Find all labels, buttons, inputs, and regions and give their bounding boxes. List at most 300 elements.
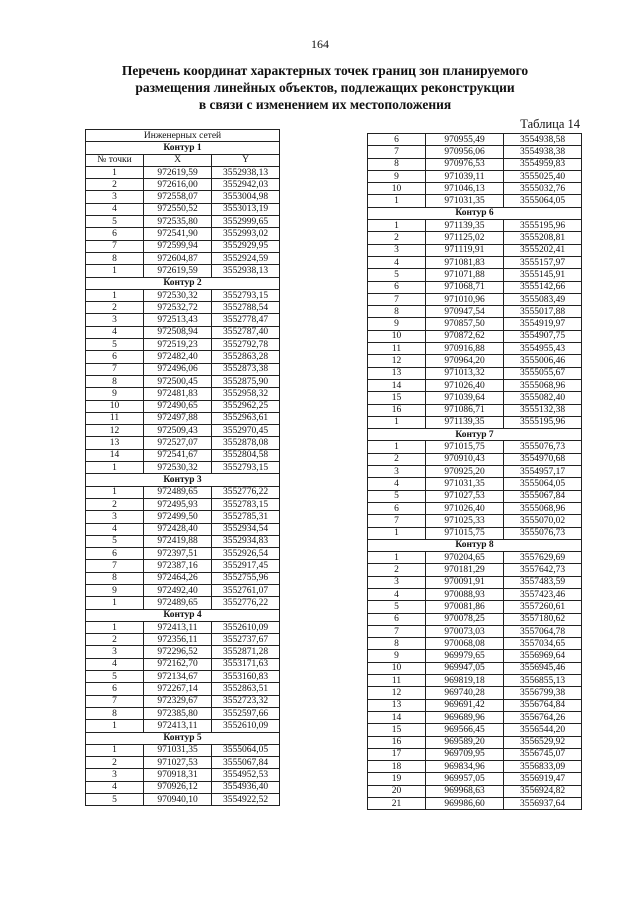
y-coordinate-cell: 3552783,15 xyxy=(212,498,280,510)
x-coordinate-cell: 971119,91 xyxy=(426,244,504,256)
point-number-cell: 1 xyxy=(86,720,144,732)
x-coordinate-cell: 970976,53 xyxy=(426,158,504,170)
y-coordinate-cell: 3552999,65 xyxy=(212,216,280,228)
point-number-cell: 1 xyxy=(86,166,144,178)
x-coordinate-cell: 971026,40 xyxy=(426,379,504,391)
table-row xyxy=(368,675,582,687)
y-coordinate-cell: 3552924,59 xyxy=(212,252,280,264)
y-coordinate-cell: 3557180,62 xyxy=(504,613,582,625)
x-coordinate-cell: 970925,20 xyxy=(426,466,504,478)
table-row xyxy=(368,638,582,650)
y-coordinate-cell: 3552993,02 xyxy=(212,228,280,240)
y-coordinate-cell: 3554919,97 xyxy=(504,318,582,330)
y-coordinate-cell: 3552942,03 xyxy=(212,179,280,191)
table-row xyxy=(86,486,280,498)
point-number-cell: 7 xyxy=(86,240,144,252)
y-coordinate-cell: 3554970,68 xyxy=(504,453,582,465)
y-coordinate-cell: 3552776,22 xyxy=(212,597,280,609)
x-coordinate-cell: 972541,90 xyxy=(144,228,212,240)
y-coordinate-cell: 3552878,08 xyxy=(212,437,280,449)
y-coordinate-cell: 3555025,40 xyxy=(504,170,582,182)
x-coordinate-cell: 970181,29 xyxy=(426,564,504,576)
x-coordinate-cell: 972356,11 xyxy=(144,634,212,646)
table-row xyxy=(368,466,582,478)
point-number-cell: 3 xyxy=(86,769,144,781)
x-coordinate-cell: 972387,16 xyxy=(144,560,212,572)
point-number-cell: 7 xyxy=(86,560,144,572)
table-row xyxy=(368,232,582,244)
table-row xyxy=(86,462,280,474)
y-coordinate-cell: 3557034,65 xyxy=(504,638,582,650)
x-coordinate-cell: 972490,65 xyxy=(144,400,212,412)
point-number-cell: 7 xyxy=(368,293,426,305)
y-coordinate-cell: 3554959,83 xyxy=(504,158,582,170)
point-number-cell: 3 xyxy=(86,191,144,203)
table-row xyxy=(86,523,280,535)
table-row xyxy=(368,293,582,305)
table-row xyxy=(368,711,582,723)
y-coordinate-cell: 3552875,90 xyxy=(212,375,280,387)
table-row xyxy=(368,662,582,674)
point-number-cell: 9 xyxy=(86,388,144,400)
title-line-1: Перечень координат характерных точек границ зон планируемого xyxy=(121,63,529,78)
point-number-cell: 12 xyxy=(86,425,144,437)
point-number-cell: 14 xyxy=(368,379,426,391)
table-row xyxy=(368,379,582,391)
table-row xyxy=(86,658,280,670)
table-row xyxy=(86,449,280,461)
x-coordinate-cell: 969740,28 xyxy=(426,687,504,699)
point-number-cell: 4 xyxy=(368,588,426,600)
y-coordinate-cell: 3552792,78 xyxy=(212,339,280,351)
x-coordinate-cell: 971010,96 xyxy=(426,293,504,305)
table-row xyxy=(86,572,280,584)
x-coordinate-cell: 969589,20 xyxy=(426,736,504,748)
point-number-cell: 4 xyxy=(86,658,144,670)
table-row xyxy=(86,326,280,338)
x-coordinate-cell: 972489,65 xyxy=(144,486,212,498)
y-coordinate-cell: 3552962,25 xyxy=(212,400,280,412)
x-coordinate-cell: 972492,40 xyxy=(144,584,212,596)
table-row xyxy=(86,621,280,633)
x-coordinate-cell: 969566,45 xyxy=(426,724,504,736)
y-coordinate-cell: 3556969,64 xyxy=(504,650,582,662)
x-coordinate-cell: 972495,93 xyxy=(144,498,212,510)
table-row xyxy=(368,183,582,195)
table-row xyxy=(86,425,280,437)
table-row xyxy=(368,478,582,490)
table-row xyxy=(368,687,582,699)
y-coordinate-cell: 3553013,19 xyxy=(212,203,280,215)
table-row xyxy=(86,437,280,449)
y-coordinate-cell: 3554922,52 xyxy=(212,794,280,806)
y-coordinate-cell: 3552761,07 xyxy=(212,584,280,596)
table-row xyxy=(86,203,280,215)
y-coordinate-cell: 3555067,84 xyxy=(212,757,280,769)
table-row xyxy=(86,388,280,400)
table-row xyxy=(86,339,280,351)
table-row xyxy=(368,502,582,514)
x-coordinate-cell: 971015,75 xyxy=(426,527,504,539)
point-number-cell: 1 xyxy=(368,527,426,539)
y-coordinate-cell: 3555064,05 xyxy=(504,195,582,207)
table-row xyxy=(86,498,280,510)
x-coordinate-cell: 971071,88 xyxy=(426,269,504,281)
y-coordinate-cell: 3555076,73 xyxy=(504,527,582,539)
point-number-cell: 2 xyxy=(368,564,426,576)
point-number-cell: 15 xyxy=(368,392,426,404)
y-coordinate-cell: 3553171,63 xyxy=(212,658,280,670)
point-number-cell: 9 xyxy=(368,650,426,662)
contour-title: Контур 1 xyxy=(86,142,280,154)
point-number-cell: 12 xyxy=(368,687,426,699)
x-coordinate-cell: 972604,87 xyxy=(144,252,212,264)
table-row xyxy=(368,343,582,355)
column-header-row xyxy=(86,154,280,166)
point-number-cell: 7 xyxy=(368,515,426,527)
point-number-cell: 10 xyxy=(368,330,426,342)
point-number-cell: 4 xyxy=(368,256,426,268)
y-coordinate-cell: 3556924,82 xyxy=(504,785,582,797)
table-row xyxy=(86,191,280,203)
x-coordinate-cell: 971025,33 xyxy=(426,515,504,527)
x-coordinate-cell: 970964,20 xyxy=(426,355,504,367)
page-number: 164 xyxy=(311,37,329,51)
contour-title: Контур 8 xyxy=(368,539,582,551)
table-row xyxy=(86,548,280,560)
point-number-cell: 8 xyxy=(368,306,426,318)
y-coordinate-cell: 3555195,96 xyxy=(504,220,582,232)
x-coordinate-cell: 970204,65 xyxy=(426,552,504,564)
y-coordinate-cell: 3552970,45 xyxy=(212,425,280,437)
x-coordinate-cell: 971139,35 xyxy=(426,220,504,232)
x-coordinate-cell: 971125,02 xyxy=(426,232,504,244)
table-row xyxy=(368,625,582,637)
y-coordinate-cell: 3552871,28 xyxy=(212,646,280,658)
x-coordinate-cell: 972482,40 xyxy=(144,351,212,363)
table-row xyxy=(368,490,582,502)
point-number-cell: 7 xyxy=(368,625,426,637)
x-coordinate-cell: 970910,43 xyxy=(426,453,504,465)
x-coordinate-cell: 969957,05 xyxy=(426,773,504,785)
table-row xyxy=(86,289,280,301)
x-coordinate-cell: 972499,50 xyxy=(144,511,212,523)
y-coordinate-cell: 3557260,61 xyxy=(504,601,582,613)
table-row xyxy=(86,216,280,228)
y-coordinate-cell: 3552938,13 xyxy=(212,265,280,277)
y-coordinate-cell: 3555083,49 xyxy=(504,293,582,305)
point-number-cell: 1 xyxy=(368,195,426,207)
x-coordinate-cell: 970926,12 xyxy=(144,781,212,793)
y-coordinate-cell: 3555145,91 xyxy=(504,269,582,281)
y-coordinate-cell: 3557642,73 xyxy=(504,564,582,576)
x-coordinate-cell: 969689,96 xyxy=(426,711,504,723)
x-coordinate-cell: 972481,83 xyxy=(144,388,212,400)
coordinates-table-left xyxy=(85,129,280,806)
point-number-cell: 2 xyxy=(86,498,144,510)
y-coordinate-cell: 3555032,76 xyxy=(504,183,582,195)
y-coordinate-cell: 3555142,66 xyxy=(504,281,582,293)
table-row xyxy=(86,535,280,547)
y-coordinate-cell: 3555132,38 xyxy=(504,404,582,416)
y-coordinate-cell: 3552723,32 xyxy=(212,695,280,707)
y-coordinate-cell: 3556945,46 xyxy=(504,662,582,674)
table-row xyxy=(368,564,582,576)
table-row xyxy=(368,318,582,330)
contour-title: Контур 4 xyxy=(86,609,280,621)
point-number-cell: 21 xyxy=(368,798,426,810)
point-number-cell: 6 xyxy=(86,351,144,363)
y-coordinate-cell: 3552778,47 xyxy=(212,314,280,326)
y-coordinate-cell: 3555006,46 xyxy=(504,355,582,367)
point-number-cell: 8 xyxy=(86,707,144,719)
y-coordinate-cell: 3552787,40 xyxy=(212,326,280,338)
y-coordinate-cell: 3557423,46 xyxy=(504,588,582,600)
x-coordinate-cell: 969947,05 xyxy=(426,662,504,674)
point-number-cell: 4 xyxy=(86,781,144,793)
point-number-cell: 4 xyxy=(86,523,144,535)
point-number-cell: 11 xyxy=(86,412,144,424)
point-number-cell: 6 xyxy=(86,683,144,695)
x-coordinate-cell: 971026,40 xyxy=(426,502,504,514)
table-row xyxy=(86,314,280,326)
point-number-cell: 14 xyxy=(368,711,426,723)
y-coordinate-cell: 3554938,38 xyxy=(504,146,582,158)
y-coordinate-cell: 3552863,28 xyxy=(212,351,280,363)
point-number-cell: 2 xyxy=(86,757,144,769)
point-number-cell: 11 xyxy=(368,343,426,355)
y-coordinate-cell: 3556833,09 xyxy=(504,761,582,773)
y-coordinate-cell: 3554907,75 xyxy=(504,330,582,342)
table-row xyxy=(368,453,582,465)
table-row xyxy=(86,363,280,375)
y-coordinate-cell: 3555067,84 xyxy=(504,490,582,502)
contour-header xyxy=(86,474,280,486)
y-coordinate-cell: 3555076,73 xyxy=(504,441,582,453)
x-coordinate-cell: 972519,23 xyxy=(144,339,212,351)
y-coordinate-cell: 3555068,96 xyxy=(504,502,582,514)
y-coordinate-cell: 3552755,96 xyxy=(212,572,280,584)
x-coordinate-cell: 970916,88 xyxy=(426,343,504,355)
x-coordinate-cell: 969834,96 xyxy=(426,761,504,773)
table-row xyxy=(368,195,582,207)
y-coordinate-cell: 3552804,58 xyxy=(212,449,280,461)
table-row xyxy=(86,166,280,178)
point-number-cell: 2 xyxy=(86,634,144,646)
table-row xyxy=(368,724,582,736)
contour-header xyxy=(86,142,280,154)
y-coordinate-cell: 3555195,96 xyxy=(504,416,582,428)
x-coordinate-cell: 972419,88 xyxy=(144,535,212,547)
x-coordinate-cell: 970947,54 xyxy=(426,306,504,318)
point-number-cell: 1 xyxy=(86,289,144,301)
point-number-cell: 3 xyxy=(368,244,426,256)
contour-title: Контур 5 xyxy=(86,732,280,744)
point-number-cell: 3 xyxy=(86,511,144,523)
x-coordinate-cell: 972385,80 xyxy=(144,707,212,719)
y-coordinate-cell: 3556764,26 xyxy=(504,711,582,723)
y-coordinate-cell: 3553004,98 xyxy=(212,191,280,203)
table-row xyxy=(368,761,582,773)
point-number-cell: 16 xyxy=(368,736,426,748)
table-row xyxy=(368,392,582,404)
table-row xyxy=(368,146,582,158)
x-coordinate-cell: 970872,62 xyxy=(426,330,504,342)
point-number-cell: 5 xyxy=(86,216,144,228)
x-coordinate-cell: 972550,52 xyxy=(144,203,212,215)
x-coordinate-cell: 970955,49 xyxy=(426,134,504,146)
y-coordinate-cell: 3556919,47 xyxy=(504,773,582,785)
x-coordinate-cell: 970078,25 xyxy=(426,613,504,625)
coordinates-table-right xyxy=(367,133,582,810)
x-coordinate-cell: 972535,80 xyxy=(144,216,212,228)
table-row xyxy=(86,597,280,609)
table-row xyxy=(368,798,582,810)
point-number-cell: 10 xyxy=(86,400,144,412)
y-coordinate-cell: 3555055,67 xyxy=(504,367,582,379)
point-number-cell: 2 xyxy=(86,179,144,191)
x-coordinate-cell: 970918,31 xyxy=(144,769,212,781)
point-number-cell: 8 xyxy=(86,252,144,264)
point-number-cell: 7 xyxy=(86,695,144,707)
table-row xyxy=(368,613,582,625)
x-coordinate-cell: 969691,42 xyxy=(426,699,504,711)
table-row xyxy=(368,527,582,539)
table-row xyxy=(368,736,582,748)
x-coordinate-cell: 972428,40 xyxy=(144,523,212,535)
table-row xyxy=(86,351,280,363)
table-row xyxy=(86,707,280,719)
point-number-cell: 5 xyxy=(368,490,426,502)
table-row xyxy=(368,306,582,318)
point-number-cell: 6 xyxy=(86,228,144,240)
x-coordinate-cell: 969819,18 xyxy=(426,675,504,687)
table-row xyxy=(86,584,280,596)
y-coordinate-cell: 3552597,66 xyxy=(212,707,280,719)
table-caption: Таблица 14 xyxy=(520,117,580,131)
point-number-cell: 8 xyxy=(86,572,144,584)
point-number-cell: 1 xyxy=(368,416,426,428)
point-number-cell: 7 xyxy=(86,363,144,375)
x-coordinate-cell: 970068,08 xyxy=(426,638,504,650)
table-row xyxy=(368,601,582,613)
y-coordinate-cell: 3552788,54 xyxy=(212,302,280,314)
column-header-x: X xyxy=(144,154,212,166)
table-row xyxy=(368,441,582,453)
x-coordinate-cell: 969986,60 xyxy=(426,798,504,810)
y-coordinate-cell: 3555202,41 xyxy=(504,244,582,256)
point-number-cell: 5 xyxy=(368,601,426,613)
y-coordinate-cell: 3552863,51 xyxy=(212,683,280,695)
point-number-cell: 1 xyxy=(86,265,144,277)
y-coordinate-cell: 3556764,84 xyxy=(504,699,582,711)
point-number-cell: 1 xyxy=(86,462,144,474)
x-coordinate-cell: 972513,43 xyxy=(144,314,212,326)
title-line-2: размещения линейных объектов, подлежащих реконструкции xyxy=(135,80,515,95)
table-row xyxy=(368,158,582,170)
point-number-cell: 1 xyxy=(368,441,426,453)
x-coordinate-cell: 972619,59 xyxy=(144,166,212,178)
table-row xyxy=(86,781,280,793)
y-coordinate-cell: 3557483,59 xyxy=(504,576,582,588)
table-row xyxy=(368,650,582,662)
point-number-cell: 6 xyxy=(86,548,144,560)
table-row xyxy=(86,634,280,646)
point-number-cell: 1 xyxy=(86,621,144,633)
point-number-cell: 3 xyxy=(368,466,426,478)
point-number-cell: 2 xyxy=(368,453,426,465)
contour-header xyxy=(86,732,280,744)
table-row xyxy=(86,228,280,240)
table-row xyxy=(86,375,280,387)
x-coordinate-cell: 972509,43 xyxy=(144,425,212,437)
y-coordinate-cell: 3555208,81 xyxy=(504,232,582,244)
table-row xyxy=(86,511,280,523)
x-coordinate-cell: 971027,53 xyxy=(426,490,504,502)
x-coordinate-cell: 972599,94 xyxy=(144,240,212,252)
x-coordinate-cell: 972527,07 xyxy=(144,437,212,449)
point-number-cell: 7 xyxy=(368,146,426,158)
title-line-3: в связи с изменением их местоположения xyxy=(198,97,452,112)
point-number-cell: 4 xyxy=(368,478,426,490)
x-coordinate-cell: 972530,32 xyxy=(144,289,212,301)
point-number-cell: 3 xyxy=(86,314,144,326)
x-coordinate-cell: 972508,94 xyxy=(144,326,212,338)
y-coordinate-cell: 3555064,05 xyxy=(504,478,582,490)
table-row xyxy=(86,794,280,806)
table-row xyxy=(368,785,582,797)
y-coordinate-cell: 3557064,78 xyxy=(504,625,582,637)
y-coordinate-cell: 3552793,15 xyxy=(212,289,280,301)
point-number-cell: 16 xyxy=(368,404,426,416)
point-number-cell: 12 xyxy=(368,355,426,367)
point-number-cell: 8 xyxy=(368,638,426,650)
contour-title: Контур 3 xyxy=(86,474,280,486)
table-row xyxy=(86,179,280,191)
x-coordinate-cell: 971086,71 xyxy=(426,404,504,416)
table-row xyxy=(368,773,582,785)
x-coordinate-cell: 972397,51 xyxy=(144,548,212,560)
y-coordinate-cell: 3557629,69 xyxy=(504,552,582,564)
point-number-cell: 6 xyxy=(368,502,426,514)
contour-header xyxy=(86,277,280,289)
x-coordinate-cell: 971039,64 xyxy=(426,392,504,404)
table-row xyxy=(86,240,280,252)
x-coordinate-cell: 970088,93 xyxy=(426,588,504,600)
x-coordinate-cell: 971046,13 xyxy=(426,183,504,195)
point-number-cell: 14 xyxy=(86,449,144,461)
point-number-cell: 1 xyxy=(86,597,144,609)
x-coordinate-cell: 972413,11 xyxy=(144,621,212,633)
point-number-cell: 1 xyxy=(368,552,426,564)
x-coordinate-cell: 972489,65 xyxy=(144,597,212,609)
x-coordinate-cell: 970940,10 xyxy=(144,794,212,806)
contour-title: Контур 6 xyxy=(368,207,582,219)
x-coordinate-cell: 972619,59 xyxy=(144,265,212,277)
y-coordinate-cell: 3556937,64 xyxy=(504,798,582,810)
table-row xyxy=(86,769,280,781)
y-coordinate-cell: 3556855,13 xyxy=(504,675,582,687)
point-number-cell: 9 xyxy=(86,584,144,596)
table-row xyxy=(86,671,280,683)
point-number-cell: 19 xyxy=(368,773,426,785)
table-row xyxy=(86,720,280,732)
point-number-cell: 5 xyxy=(86,339,144,351)
x-coordinate-cell: 972497,88 xyxy=(144,412,212,424)
point-number-cell: 6 xyxy=(368,134,426,146)
point-number-cell: 5 xyxy=(368,269,426,281)
point-number-cell: 18 xyxy=(368,761,426,773)
